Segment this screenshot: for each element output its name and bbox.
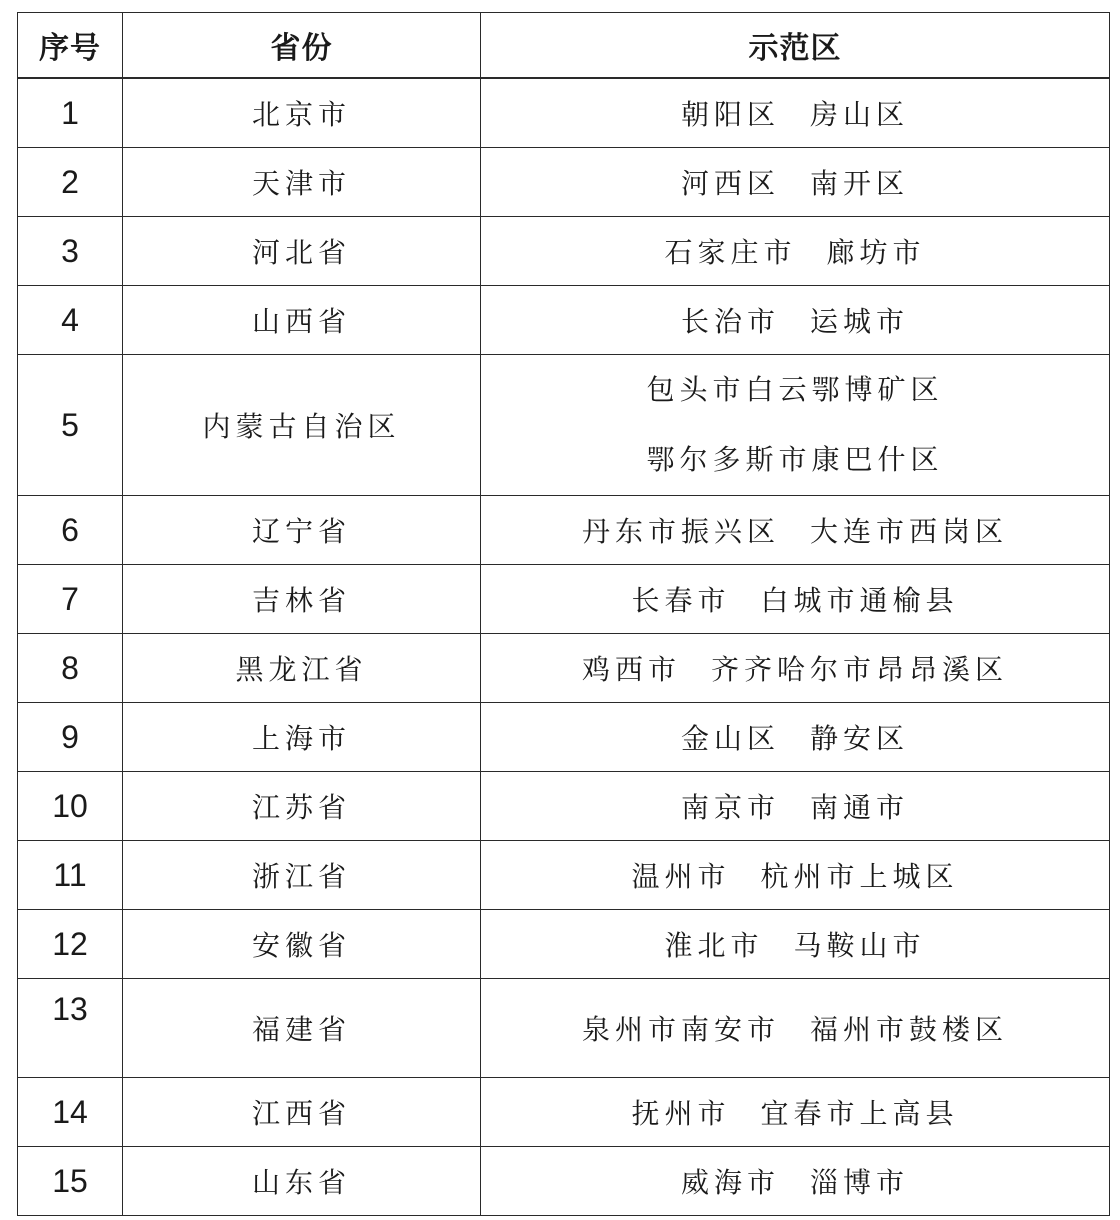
row-province: 黑龙江省 xyxy=(123,634,481,703)
row-province: 内蒙古自治区 xyxy=(123,355,481,496)
row-zones xyxy=(481,772,1110,841)
table-row xyxy=(18,1078,1110,1147)
row-province: 浙江省 xyxy=(123,841,481,910)
table-row xyxy=(18,1147,1110,1216)
row-province: 上海市 xyxy=(123,703,481,772)
row-zones xyxy=(481,78,1110,148)
row-number: 8 xyxy=(18,634,123,703)
row-zones xyxy=(481,148,1110,217)
zone-name: 白城市通榆县 xyxy=(760,584,959,617)
zone-name: 温州市 xyxy=(631,860,731,893)
table-row xyxy=(18,841,1110,910)
table-row xyxy=(18,910,1110,979)
row-province: 北京市 xyxy=(123,78,481,148)
zone-name: 杭州市上城区 xyxy=(760,860,959,893)
row-zones xyxy=(481,910,1110,979)
zone-name: 静安区 xyxy=(810,722,910,755)
row-number: 15 xyxy=(18,1147,123,1216)
row-number: 9 xyxy=(18,703,123,772)
row-zones xyxy=(481,979,1110,1078)
row-zones xyxy=(481,1078,1110,1147)
row-zones xyxy=(481,355,1110,496)
zone-name: 包头市白云鄂博矿区 xyxy=(646,373,944,406)
row-zones xyxy=(481,841,1110,910)
document-page xyxy=(17,12,1109,1216)
zone-name: 长治市 xyxy=(680,305,780,338)
table-row xyxy=(18,703,1110,772)
table-row xyxy=(18,634,1110,703)
row-number: 4 xyxy=(18,286,123,355)
zone-name: 金山区 xyxy=(680,722,780,755)
row-province: 福建省 xyxy=(123,979,481,1078)
row-number: 2 xyxy=(18,148,123,217)
table-row xyxy=(18,148,1110,217)
zone-name: 朝阳区 xyxy=(680,98,780,131)
row-province: 江苏省 xyxy=(123,772,481,841)
zone-name: 抚州市 xyxy=(631,1097,731,1130)
row-number: 10 xyxy=(18,772,123,841)
row-number: 14 xyxy=(18,1078,123,1147)
zone-name: 南京市 xyxy=(680,791,780,824)
table-row xyxy=(18,217,1110,286)
zone-name: 泉州市南安市 xyxy=(581,1013,780,1046)
table-row xyxy=(18,496,1110,565)
row-zones xyxy=(481,217,1110,286)
zone-name: 房山区 xyxy=(810,98,910,131)
row-zones xyxy=(481,703,1110,772)
zone-name: 威海市 xyxy=(680,1166,780,1199)
row-province: 山西省 xyxy=(123,286,481,355)
row-zones xyxy=(481,565,1110,634)
header-province: 省份 xyxy=(123,13,481,79)
demo-zone-table xyxy=(17,12,1110,1216)
header-demo-zone: 示范区 xyxy=(481,13,1110,79)
zone-name: 南开区 xyxy=(810,167,910,200)
zone-name: 大连市西岗区 xyxy=(810,515,1009,548)
zone-name: 淮北市 xyxy=(664,929,764,962)
row-number: 13 xyxy=(18,979,123,1078)
row-zones xyxy=(481,286,1110,355)
row-zones xyxy=(481,496,1110,565)
zone-name: 福州市鼓楼区 xyxy=(810,1013,1009,1046)
row-number: 11 xyxy=(18,841,123,910)
row-number: 1 xyxy=(18,78,123,148)
zone-name: 马鞍山市 xyxy=(793,929,926,962)
zone-name: 河西区 xyxy=(680,167,780,200)
row-province: 江西省 xyxy=(123,1078,481,1147)
zone-name: 鄂尔多斯市康巴什区 xyxy=(646,443,944,476)
zone-name: 齐齐哈尔市昂昂溪区 xyxy=(711,653,1009,686)
table-row xyxy=(18,78,1110,148)
zone-name: 石家庄市 xyxy=(664,236,797,269)
row-province: 吉林省 xyxy=(123,565,481,634)
table-row xyxy=(18,979,1110,1078)
zone-name: 廊坊市 xyxy=(826,236,926,269)
row-province: 河北省 xyxy=(123,217,481,286)
zone-name: 鸡西市 xyxy=(581,653,681,686)
row-zones xyxy=(481,634,1110,703)
zone-name: 运城市 xyxy=(810,305,910,338)
row-number: 6 xyxy=(18,496,123,565)
table-row xyxy=(18,355,1110,496)
row-zones xyxy=(481,1147,1110,1216)
table-row xyxy=(18,286,1110,355)
row-number: 5 xyxy=(18,355,123,496)
zone-name: 宜春市上高县 xyxy=(760,1097,959,1130)
row-province: 辽宁省 xyxy=(123,496,481,565)
zone-name: 丹东市振兴区 xyxy=(581,515,780,548)
table-row xyxy=(18,565,1110,634)
zone-name: 南通市 xyxy=(810,791,910,824)
zone-name: 长春市 xyxy=(631,584,731,617)
row-province: 安徽省 xyxy=(123,910,481,979)
row-number: 7 xyxy=(18,565,123,634)
zone-name: 淄博市 xyxy=(810,1166,910,1199)
row-province: 天津市 xyxy=(123,148,481,217)
row-number: 3 xyxy=(18,217,123,286)
row-number: 12 xyxy=(18,910,123,979)
table-row xyxy=(18,772,1110,841)
header-number: 序号 xyxy=(18,13,123,79)
table-header-row xyxy=(18,13,1110,79)
row-province: 山东省 xyxy=(123,1147,481,1216)
